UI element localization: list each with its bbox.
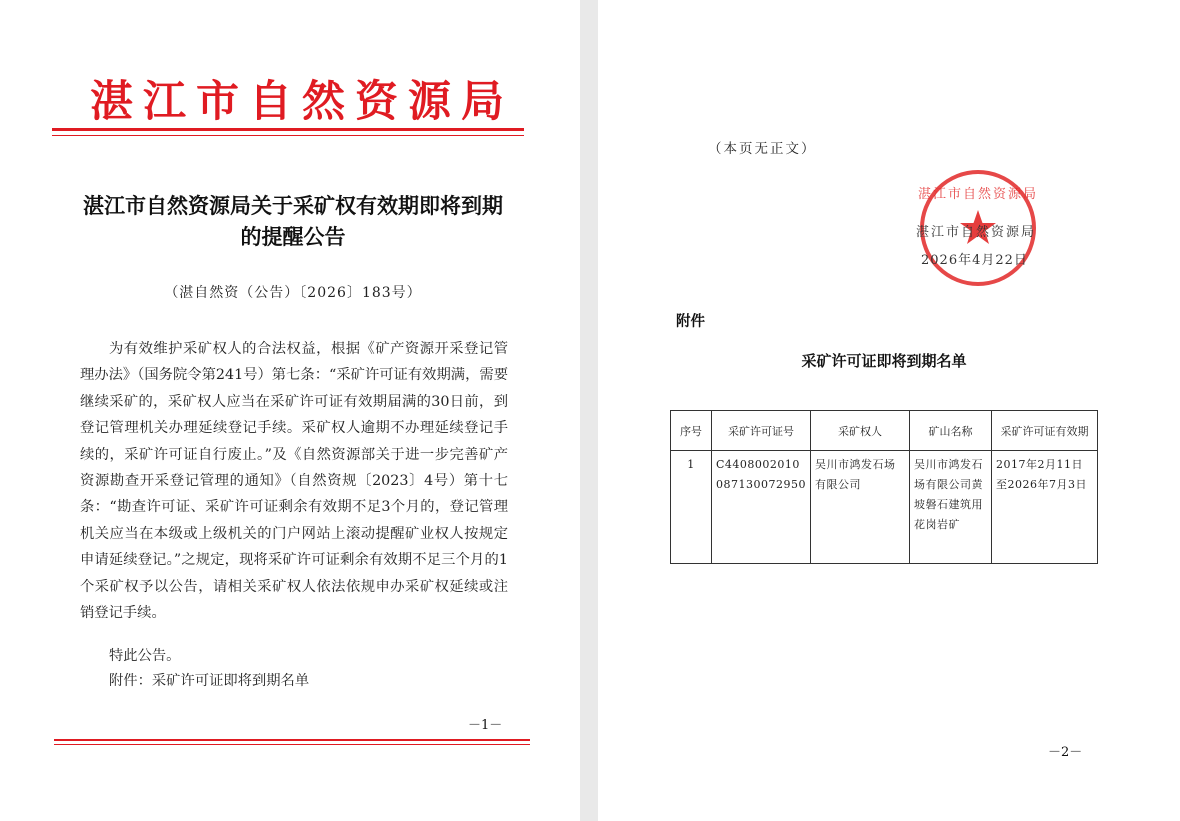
list-title: 采矿许可证即将到期名单 — [801, 352, 967, 370]
document-title-line1: 湛江市自然资源局关于采矿权有效期即将到期 — [83, 193, 503, 218]
svg-text:湛江市自然资源局: 湛江市自然资源局 — [917, 187, 1039, 202]
expiring-license-table — [670, 410, 1098, 564]
no-body-note: （本页无正文） — [708, 141, 817, 157]
signature-date: 2026年4月22日 — [921, 253, 1028, 268]
header-rule-thick — [52, 128, 524, 131]
signature-organization: 湛江市自然资源局 — [916, 225, 1037, 240]
attachment-note: 附件：采矿许可证即将到期名单 — [109, 673, 310, 689]
col-header-holder: 采矿权人 — [811, 411, 910, 451]
document-number: （湛自然资（公告）〔2026〕183号） — [164, 285, 422, 301]
agency-header: 湛江市自然资源局 — [90, 77, 514, 127]
attachment-label: 附件 — [676, 313, 705, 330]
table-header-row — [671, 411, 1098, 451]
page-number-1: －1－ — [468, 718, 503, 733]
cell-validity: 2017年2月11日至2026年7月3日 — [992, 451, 1098, 564]
cell-mine-name: 吴川市鸿发石场有限公司黄坡磐石建筑用花岗岩矿 — [910, 451, 992, 564]
cell-holder: 吴川市鸿发石场有限公司 — [811, 451, 910, 564]
header-rule-thin — [52, 135, 524, 136]
col-header-no: 序号 — [671, 411, 712, 451]
col-header-validity: 采矿许可证有效期 — [992, 411, 1098, 451]
closing-text: 特此公告。 — [109, 648, 181, 664]
cell-license-no: C4408002010087130072950 — [712, 451, 811, 564]
cell-no: 1 — [671, 451, 712, 564]
page-number-2: －2－ — [1048, 745, 1083, 760]
document-title-line2: 的提醒公告 — [240, 224, 346, 249]
footer-rule-thick — [54, 739, 530, 741]
col-header-mine: 矿山名称 — [910, 411, 992, 451]
document-title — [62, 190, 524, 252]
col-header-license: 采矿许可证号 — [712, 411, 811, 451]
body-paragraph: 为有效维护采矿权人的合法权益，根据《矿产资源开采登记管理办法》（国务院令第241号）第七条：“采矿许可证有效期满，需要继续采矿的，采矿权人应当在采矿许可证有效期届满的30日前，到登记管理机关办理延续登记手续。采矿权人逾期不办理延续登记手续的，采矿许可证自行废止。”及《自然资源部关于进一步完善矿产资源勘查开采登记管理的通知》（自然资规〔2023〕4号）第十七条：“勘查许可证、采矿许可证剩余有效期不足3个月的，登记管理机关应当在本级或上级机关的门户网站上滚动提醒矿业权人按规定申请延续登记。”之规定，现将采矿许可证剩余有效期不足三个月的1个采矿权予以公告，请相关采矿权人依法依规申办采矿权延续或注销登记手续。 — [80, 341, 508, 622]
footer-rule-thin — [54, 744, 530, 745]
table-row — [671, 451, 1098, 564]
